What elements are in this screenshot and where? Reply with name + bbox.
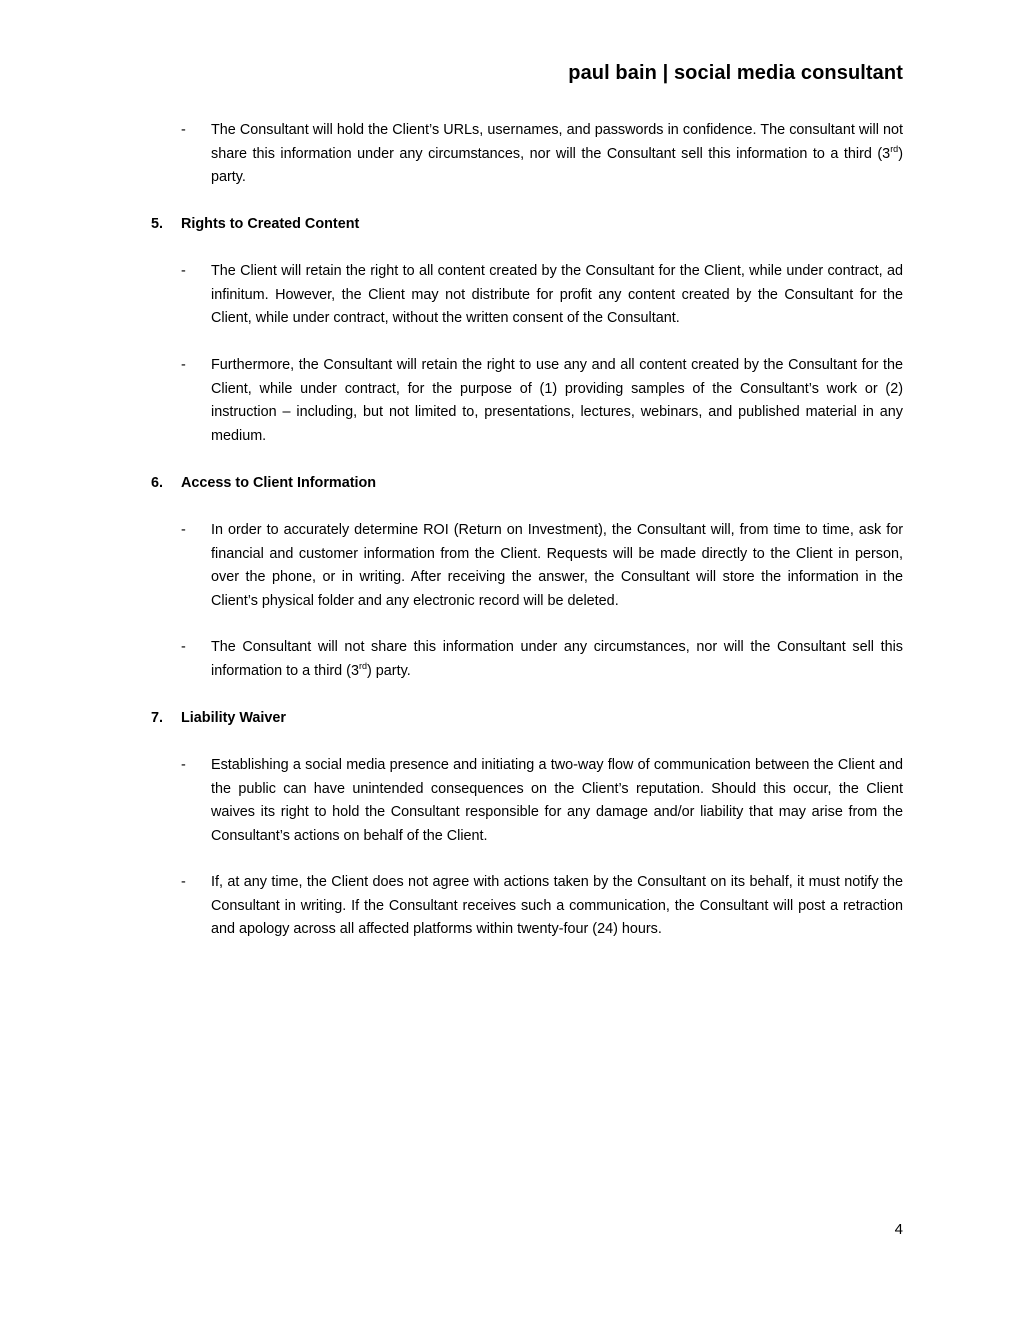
- bullet-dash: -: [181, 263, 186, 279]
- list-item: [181, 260, 903, 331]
- section-title: Rights to Created Content: [181, 216, 360, 232]
- bullet-dash: -: [181, 874, 186, 890]
- section-heading-rights-to-created-content: [151, 213, 359, 237]
- section-title: Liability Waiver: [181, 710, 287, 726]
- list-item: [181, 754, 903, 848]
- list-item: [181, 354, 903, 448]
- bullet-dash: -: [181, 357, 186, 373]
- bullet-text: The Client will retain the right to all content created by the Consultant for the Client, while under contract, ad infinitum. However, the Client may not distribute for profit any content created by the Consultant for the Client, while under contract, without the written consent of the Consultant.: [211, 263, 903, 327]
- bullet-dash: -: [181, 122, 186, 138]
- list-item: [181, 871, 903, 942]
- page-number: 4: [894, 1221, 903, 1238]
- bullet-text: The Consultant will not share this information under any circumstances, nor will the Consultant sell this information to a third (3rd) party.: [211, 639, 903, 679]
- section-title: Access to Client Information: [181, 475, 377, 491]
- bullet-text: Furthermore, the Consultant will retain the right to use any and all content created by the Consultant for the Client, while under contract, for the purpose of (1) providing samples of the Consultant’s work or (2) instruction – including, but not limited to, presentations, lectures, webinars, and published material in any medium.: [211, 357, 903, 444]
- bullet-text: In order to accurately determine ROI (Return on Investment), the Consultant will, from time to time, ask for financial and customer information from the Client. Requests will be made directly to the Client in person, over the phone, or in writing. After receiving the answer, the Consultant will store the information in the Client’s physical folder and any electronic record will be deleted.: [211, 522, 903, 609]
- page-header-title: paul bain | social media consultant: [568, 62, 903, 84]
- list-item: [181, 636, 903, 683]
- bullet-dash: -: [181, 757, 186, 773]
- bullet-text: Establishing a social media presence and initiating a two-way flow of communication between the Client and the public can have unintended consequences on the Client’s reputation. Should this occur, the Client waives its right to hold the Consultant responsible for any damage and/or liability that may arise from the Consultant’s actions on behalf of the Client.: [211, 757, 903, 844]
- bullet-dash: -: [181, 639, 186, 655]
- list-item: [181, 119, 903, 190]
- list-item: [181, 519, 903, 613]
- section-number: 7.: [151, 710, 164, 726]
- bullet-dash: -: [181, 522, 186, 538]
- section-heading-access-to-client-information: [151, 472, 376, 496]
- section-number: 6.: [151, 475, 164, 491]
- bullet-text: The Consultant will hold the Client’s URLs, usernames, and passwords in confidence. The consultant will not share this information under any circumstances, nor will the Consultant sell this information to a third (3rd) party.: [211, 122, 903, 186]
- section-number: 5.: [151, 216, 164, 232]
- section-heading-liability-waiver: [151, 707, 286, 731]
- bullet-text: If, at any time, the Client does not agree with actions taken by the Consultant on its behalf, it must notify the Consultant in writing. If the Consultant receives such a communication, the Consultant will post a retraction and apology across all affected platforms within twenty-four (24) hours.: [211, 874, 903, 938]
